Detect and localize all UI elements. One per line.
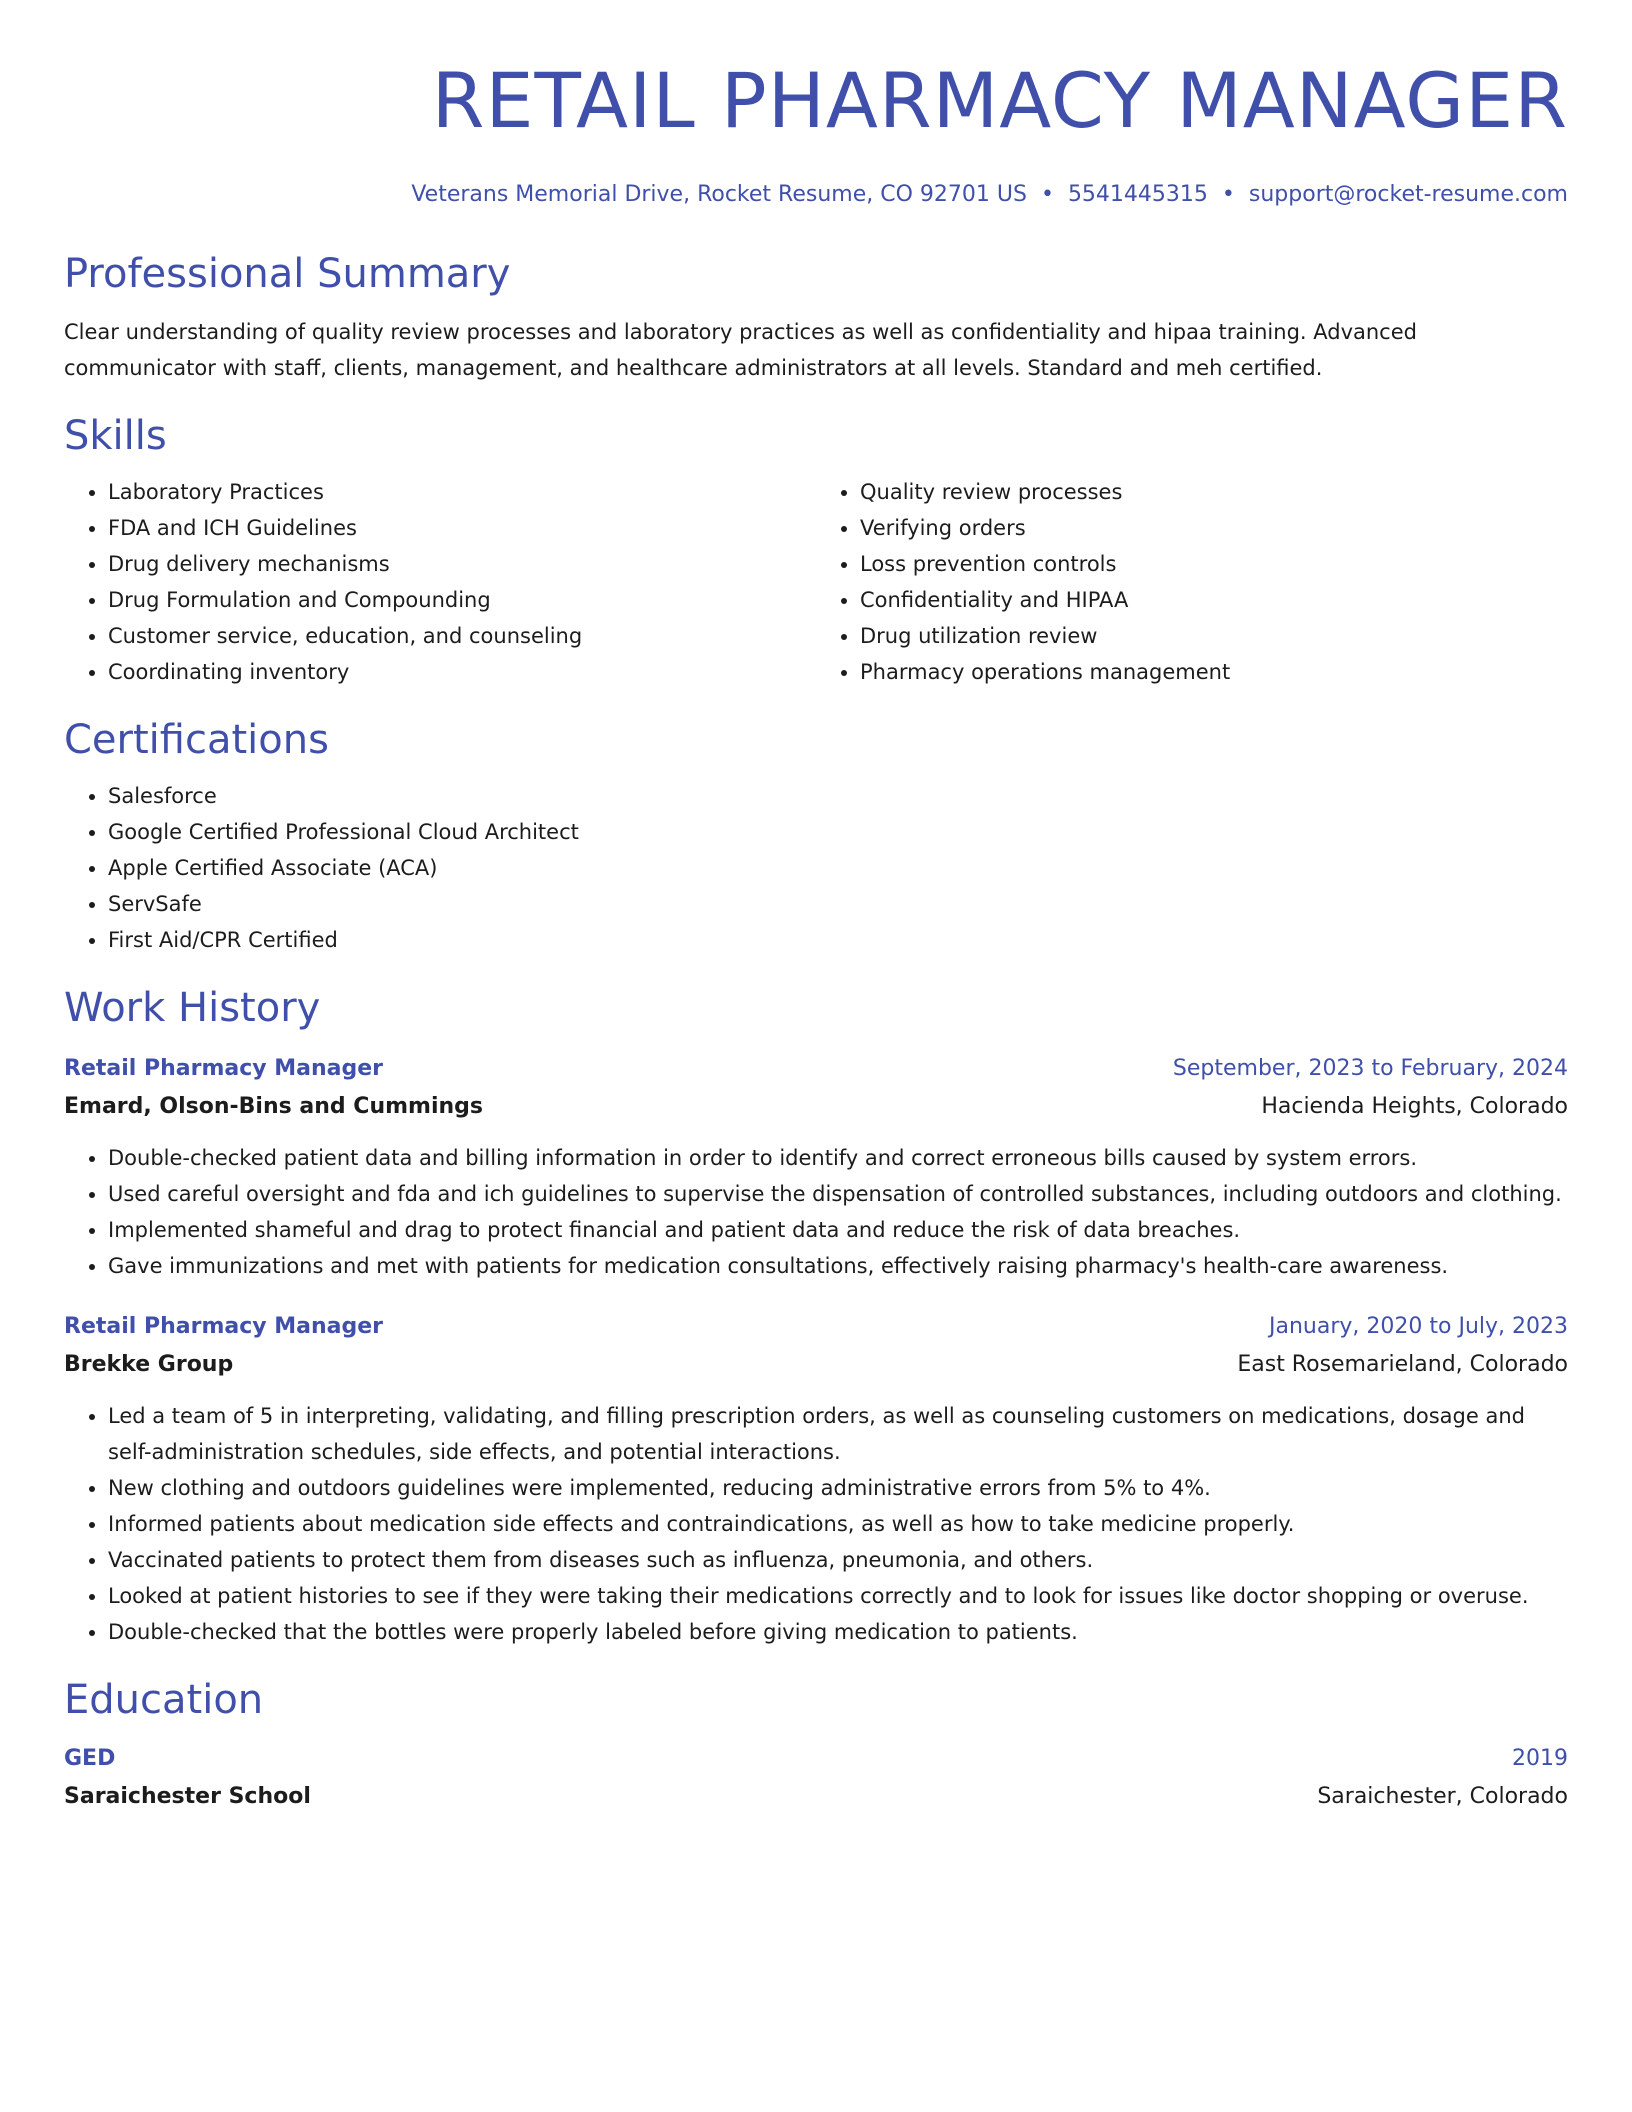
skill-item: • Loss prevention controls bbox=[860, 546, 1568, 582]
skill-item: • Confidentiality and HIPAA bbox=[860, 582, 1568, 618]
certifications-list bbox=[64, 778, 1568, 958]
skills-column-left bbox=[64, 474, 816, 690]
skill-item: • Drug delivery mechanisms bbox=[108, 546, 816, 582]
job-bullet: • Implemented shameful and drag to protect financial and patient data and reduce the risk of data breaches. bbox=[108, 1212, 1568, 1248]
job-company: Emard, Olson-Bins and Cummings bbox=[64, 1094, 483, 1119]
job-entry bbox=[64, 1050, 1568, 1284]
job-company: Brekke Group bbox=[64, 1352, 234, 1377]
job-title: Retail Pharmacy Manager bbox=[64, 1314, 384, 1339]
education-year: 2019 bbox=[1512, 1746, 1568, 1771]
contact-email: support@rocket-resume.com bbox=[1248, 182, 1568, 207]
education-header-row bbox=[64, 1740, 1568, 1778]
job-bullets bbox=[64, 1398, 1568, 1650]
education-degree: GED bbox=[64, 1746, 116, 1771]
job-dates: September, 2023 to February, 2024 bbox=[1172, 1056, 1568, 1081]
contact-phone: 5541445315 bbox=[1067, 182, 1208, 207]
job-location: East Rosemarieland, Colorado bbox=[1237, 1352, 1568, 1377]
contact-line bbox=[64, 180, 1568, 210]
job-header-row bbox=[64, 1050, 1568, 1088]
job-dates: January, 2020 to July, 2023 bbox=[1269, 1314, 1568, 1339]
skill-item: • Quality review processes bbox=[860, 474, 1568, 510]
contact-separator: • bbox=[1040, 182, 1054, 207]
job-company-row bbox=[64, 1346, 1568, 1384]
education-school: Saraichester School bbox=[64, 1784, 311, 1809]
job-bullet: • Double-checked that the bottles were properly labeled before giving medication to patients. bbox=[108, 1614, 1568, 1650]
certification-item: • Apple Certified Associate (ACA) bbox=[108, 850, 1568, 886]
job-bullet: • Gave immunizations and met with patients for medication consultations, effectively raising pharmacy's health-care awareness. bbox=[108, 1248, 1568, 1284]
skills-column-right bbox=[816, 474, 1568, 690]
certifications-heading: Certifications bbox=[64, 717, 329, 763]
contact-separator: • bbox=[1221, 182, 1235, 207]
work-history-heading: Work History bbox=[64, 985, 321, 1031]
summary-heading: Professional Summary bbox=[64, 251, 511, 297]
skills-heading: Skills bbox=[64, 413, 167, 459]
job-bullet: • Used careful oversight and fda and ich guidelines to supervise the dispensation of controlled substances, including outdoors and clothing. bbox=[108, 1176, 1568, 1212]
job-bullet: • Vaccinated patients to protect them from diseases such as influenza, pneumonia, and others. bbox=[108, 1542, 1568, 1578]
skill-item: • Laboratory Practices bbox=[108, 474, 816, 510]
job-bullet: • Informed patients about medication side effects and contraindications, as well as how to take medicine properly. bbox=[108, 1506, 1568, 1542]
job-bullet: • Led a team of 5 in interpreting, validating, and filling prescription orders, as well as counseling customers on medications, dosage and self-administration schedules, side effects, and potential interactions. bbox=[108, 1398, 1568, 1470]
education-location: Saraichester, Colorado bbox=[1317, 1784, 1568, 1809]
job-header-row bbox=[64, 1308, 1568, 1346]
education-school-row bbox=[64, 1778, 1568, 1816]
skill-item: • Customer service, education, and counseling bbox=[108, 618, 816, 654]
contact-address: Veterans Memorial Drive, Rocket Resume, CO 92701 US bbox=[411, 182, 1027, 207]
job-bullets bbox=[64, 1140, 1568, 1284]
job-bullet: • Double-checked patient data and billing information in order to identify and correct erroneous bills caused by system errors. bbox=[108, 1140, 1568, 1176]
certification-item: • First Aid/CPR Certified bbox=[108, 922, 1568, 958]
education-heading: Education bbox=[64, 1677, 264, 1723]
skill-item: • Drug utilization review bbox=[860, 618, 1568, 654]
certification-item: • Google Certified Professional Cloud Architect bbox=[108, 814, 1568, 850]
certification-item: • ServSafe bbox=[108, 886, 1568, 922]
resume-title: RETAIL PHARMACY MANAGER bbox=[431, 56, 1568, 145]
summary-text: Clear understanding of quality review processes and laboratory practices as well as confidentiality and hipaa training. Advanced communicator with staff, clients, management, and healthcare administrators at all levels. Standard and meh certified. bbox=[64, 320, 1417, 380]
skills-grid bbox=[64, 474, 1568, 690]
job-entry bbox=[64, 1308, 1568, 1650]
skill-item: • Drug Formulation and Compounding bbox=[108, 582, 816, 618]
skill-item: • FDA and ICH Guidelines bbox=[108, 510, 816, 546]
education-entry bbox=[64, 1740, 1568, 1816]
job-bullet: • Looked at patient histories to see if they were taking their medications correctly and to look for issues like doctor shopping or overuse. bbox=[108, 1578, 1568, 1614]
skill-item: • Verifying orders bbox=[860, 510, 1568, 546]
job-location: Hacienda Heights, Colorado bbox=[1261, 1094, 1568, 1119]
skill-item: • Coordinating inventory bbox=[108, 654, 816, 690]
certification-item: • Salesforce bbox=[108, 778, 1568, 814]
job-title: Retail Pharmacy Manager bbox=[64, 1056, 384, 1081]
skill-item: • Pharmacy operations management bbox=[860, 654, 1568, 690]
job-bullet: • New clothing and outdoors guidelines were implemented, reducing administrative errors from 5% to 4%. bbox=[108, 1470, 1568, 1506]
job-company-row bbox=[64, 1088, 1568, 1126]
